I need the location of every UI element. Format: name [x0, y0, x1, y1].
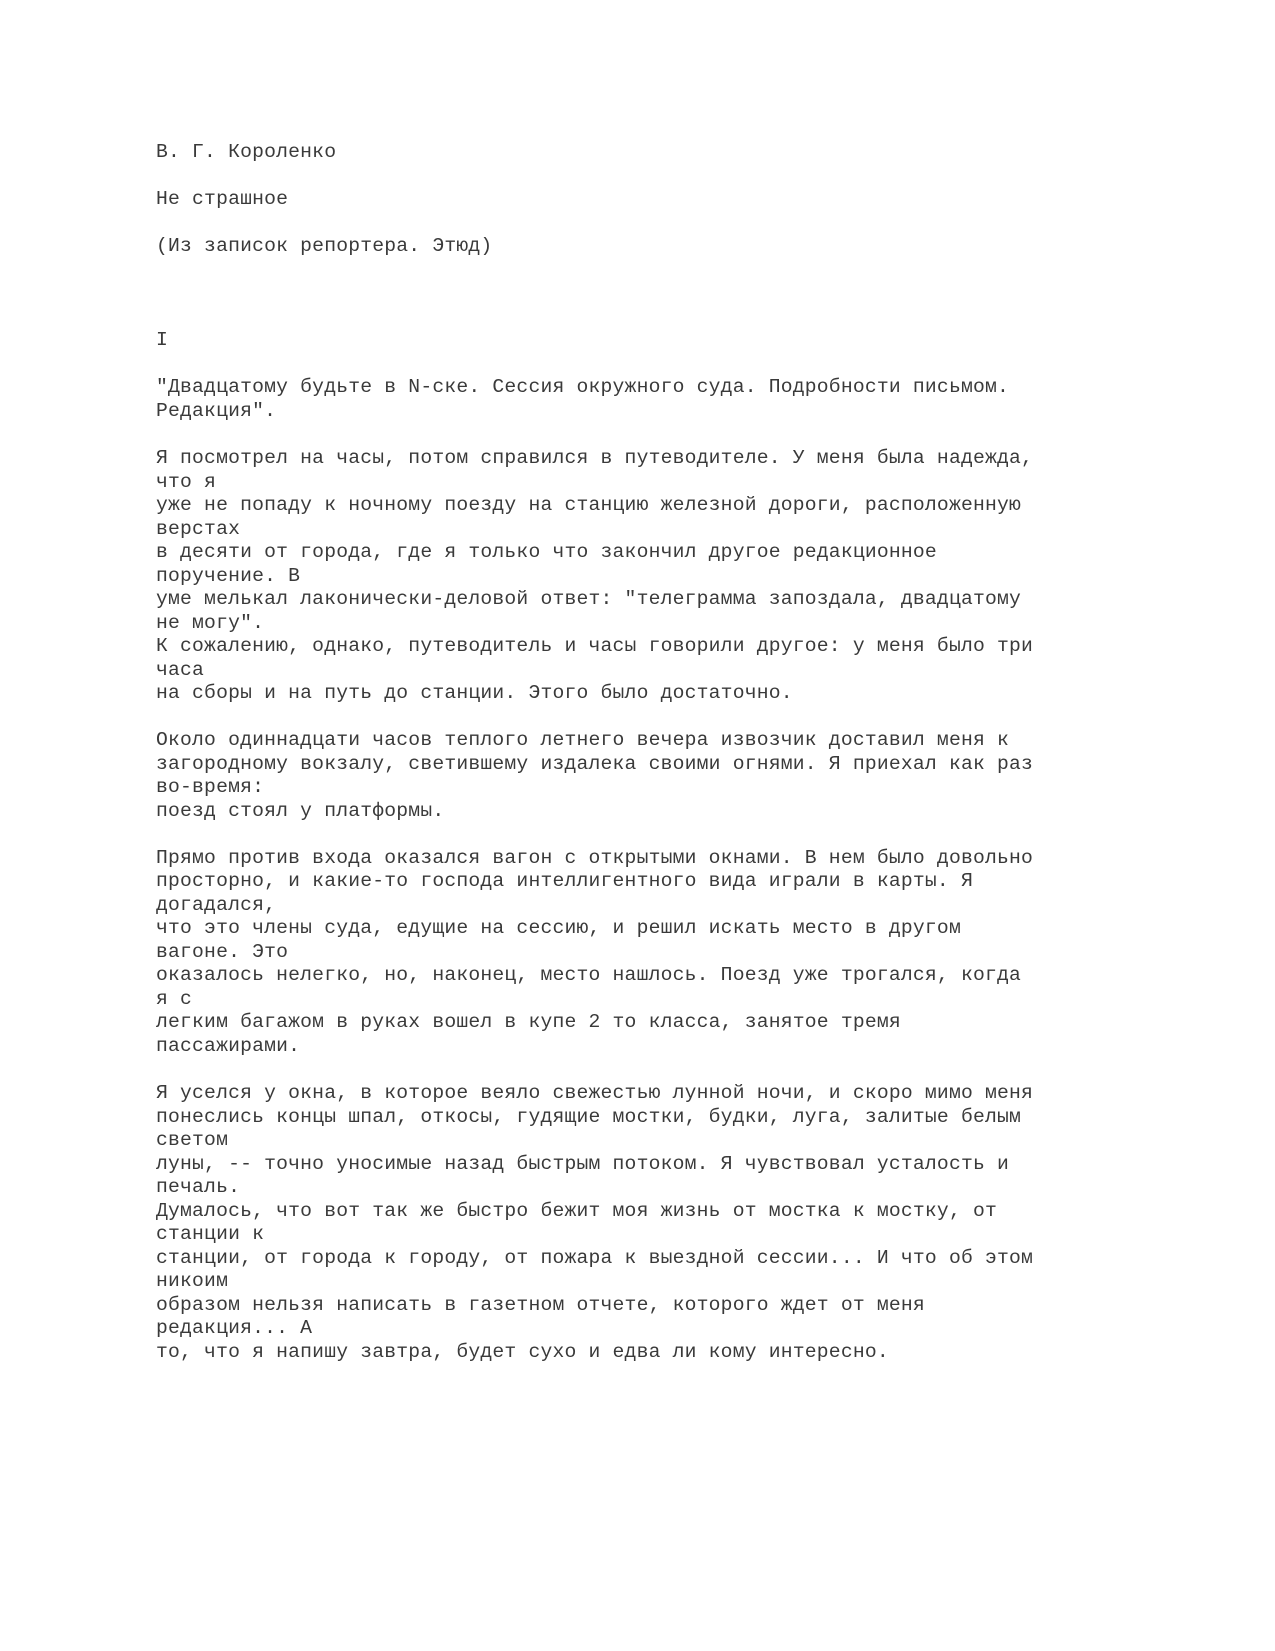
paragraph-3-line: пассажирами.: [156, 1035, 301, 1057]
paragraph-1-line: не могу".: [156, 612, 265, 634]
chapter-number: I: [156, 329, 169, 351]
paragraph-1-line: верстах: [156, 518, 241, 540]
paragraph-4-line: печаль.: [156, 1176, 241, 1198]
paragraph-3-line: вагоне. Это: [156, 941, 289, 963]
paragraph-1-line: уме мелькал лаконически-деловой ответ: "телеграмма запоздала, двадцатому: [156, 588, 1022, 610]
paragraph-4-line: Я уселся у окна, в которое веяло свежестью лунной ночи, и скоро мимо меня: [156, 1082, 1034, 1104]
paragraph-1-line: часа: [156, 659, 205, 681]
paragraph-1-line: уже не попаду к ночному поезду на станцию железной дороги, расположенную: [156, 494, 1022, 516]
paragraph-3-line: легким багажом в руках вошел в купе 2 то класса, занятое тремя: [156, 1011, 901, 1033]
paragraph-2-line: поезд стоял у платформы.: [156, 800, 445, 822]
paragraph-1-line: на сборы и на путь до станции. Этого было достаточно.: [156, 682, 793, 704]
paragraph-4-line: понеслись концы шпал, откосы, гудящие мостки, будки, луга, залитые белым: [156, 1106, 1022, 1128]
telegram-line: Редакция".: [156, 400, 277, 422]
paragraph-3-line: оказалось нелегко, но, наконец, место нашлось. Поезд уже трогался, когда: [156, 964, 1022, 986]
paragraph-4-line: никоим: [156, 1270, 229, 1292]
story-title: Не страшное: [156, 188, 289, 210]
paragraph-3-line: догадался,: [156, 894, 277, 916]
paragraph-4-line: образом нельзя написать в газетном отчете, которого ждет от меня: [156, 1294, 925, 1316]
paragraph-4-line: то, что я напишу завтра, будет сухо и едва ли кому интересно.: [156, 1341, 889, 1363]
paragraph-1-line: что я: [156, 471, 217, 493]
paragraph-4-line: светом: [156, 1129, 229, 1151]
story-subtitle: (Из записок репортера. Этюд): [156, 235, 493, 257]
paragraph-1-line: в десяти от города, где я только что закончил другое редакционное: [156, 541, 937, 563]
paragraph-4-line: станции к: [156, 1223, 265, 1245]
telegram-line: "Двадцатому будьте в N-ске. Сессия окружного суда. Подробности письмом.: [156, 376, 1010, 398]
paragraph-4-line: станции, от города к городу, от пожара к выездной сессии... И что об этом: [156, 1247, 1034, 1269]
author-line: В. Г. Короленко: [156, 141, 337, 163]
paragraph-1-line: К сожалению, однако, путеводитель и часы говорили другое: у меня было три: [156, 635, 1034, 657]
paragraph-1-line: поручение. В: [156, 565, 301, 587]
paragraph-2-line: во-время:: [156, 776, 265, 798]
paragraph-2-line: загородному вокзалу, светившему издалека своими огнями. Я приехал как раз: [156, 753, 1034, 775]
paragraph-4-line: редакция... А: [156, 1317, 313, 1339]
paragraph-3-line: просторно, и какие-то господа интеллигентного вида играли в карты. Я: [156, 870, 973, 892]
paragraph-4-line: луны, -- точно уносимые назад быстрым потоком. Я чувствовал усталость и: [156, 1153, 1010, 1175]
paragraph-1-line: Я посмотрел на часы, потом справился в путеводителе. У меня была надежда,: [156, 447, 1034, 469]
paragraph-3-line: я с: [156, 988, 193, 1010]
paragraph-3-line: что это члены суда, едущие на сессию, и решил искать место в другом: [156, 917, 961, 939]
paragraph-4-line: Думалось, что вот так же быстро бежит моя жизнь от мостка к мостку, от: [156, 1200, 998, 1222]
paragraph-3-line: Прямо против входа оказался вагон с открытыми окнами. В нем было довольно: [156, 847, 1034, 869]
paragraph-2-line: Около одиннадцати часов теплого летнего вечера извозчик доставил меня к: [156, 729, 1010, 751]
